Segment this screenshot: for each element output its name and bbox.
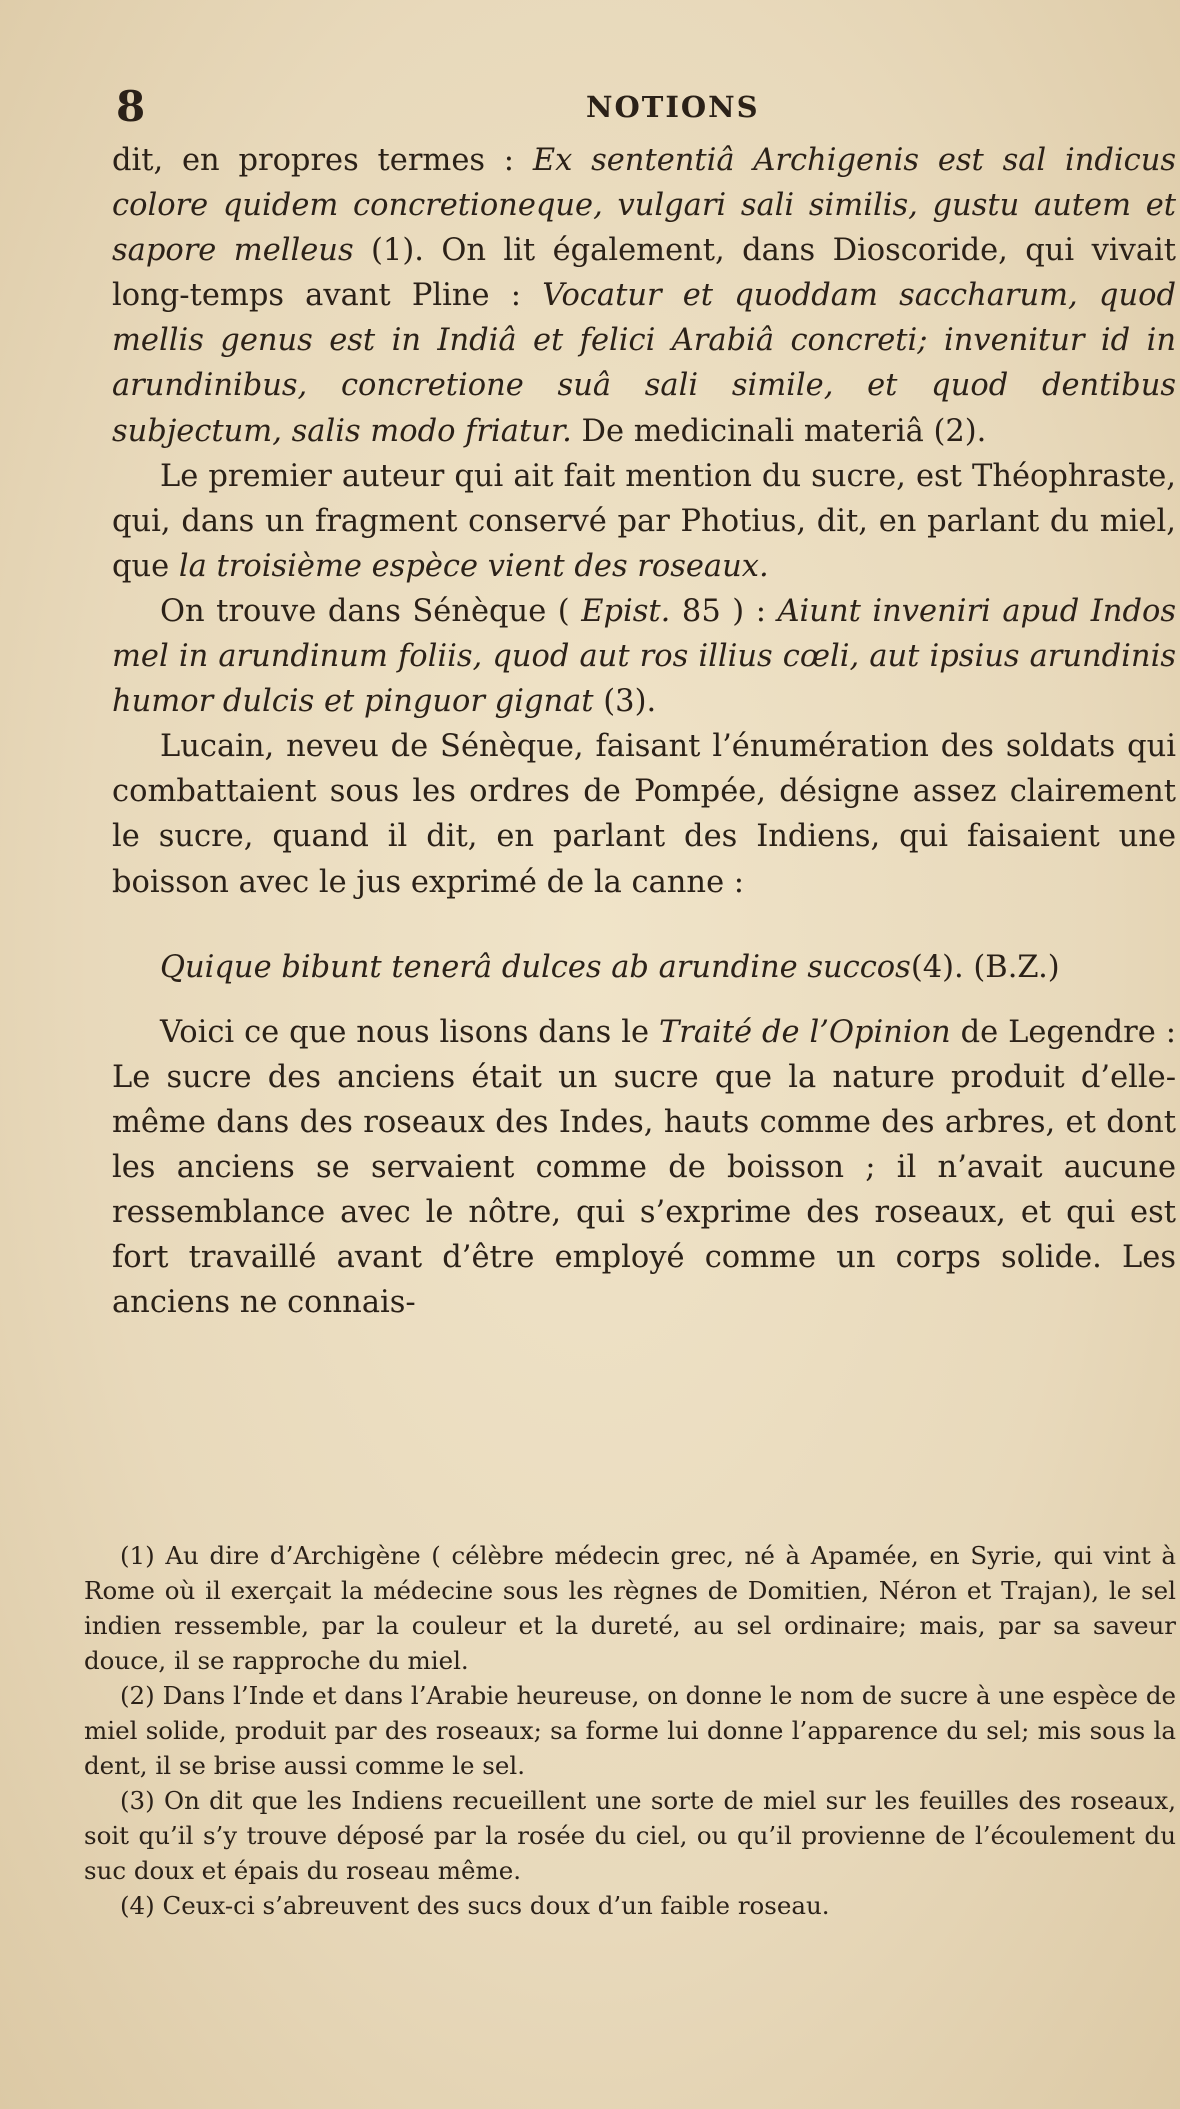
main-text	[112, 138, 1176, 1325]
latin-quote: Ex sententiâ Archigenis est sal indicus colore quidem concretioneque, vulgari sali similis, gustu autem et sapore melleus	[112, 143, 1176, 269]
text-run: On trouve dans Sénèque (	[160, 593, 582, 629]
latin-quote: Aiunt inveniri apud Indos mel in arundinum foliis, quod aut ros illius cœli, aut ipsius arundinis humor dulcis et pinguor gignat	[112, 593, 1176, 720]
text-run: Le premier auteur qui ait fait mention du sucre, est Théophraste, qui, dans un fragment conservé par Photius, dit, en parlant du miel, que	[112, 458, 1176, 584]
text-run: 85 ) :	[670, 593, 778, 629]
text-run: Voici ce que nous lisons dans le	[160, 1014, 659, 1050]
paragraph-4: Lucain, neveu de Sénèque, faisant l’énumération des soldats qui combattaient sous les ordres de Pompée, désigne assez clairement le sucre, quand il dit, en parlant des Indiens, qui faisaient une boisson avec le jus exprimé de la canne :	[112, 729, 1176, 900]
footnote-4: (4) Ceux-ci s’abreuvent des sucs doux d’un faible roseau.	[120, 1891, 830, 1920]
footnote-2: (2) Dans l’Inde et dans l’Arabie heureuse, on donne le nom de sucre à une espèce de miel solide, produit par des roseaux; sa forme lui donne l’apparence du sel; mis sous la dent, il se brise aussi comme le sel.	[84, 1681, 1176, 1780]
text-run: (1). On lit également, dans Dioscoride, qui vivait long-temps avant Pline :	[112, 233, 1177, 314]
verse-quote	[112, 945, 1176, 990]
book-title: Traité de l’Opinion	[658, 1014, 951, 1050]
text-run: (3).	[593, 684, 657, 720]
citation: Epist.	[581, 593, 671, 629]
page-number: 8	[116, 82, 146, 131]
footnotes	[84, 1538, 1176, 1923]
text-run: De medicinali materiâ (2).	[571, 413, 987, 449]
quote: la troisième espèce vient des roseaux.	[178, 548, 769, 584]
latin-quote: Vocatur et quoddam saccharum, quod mellis genus est in Indiâ et felici Arabiâ concreti; invenitur id in arundinibus, concretione suâ sali simile, et quod dentibus subjectum, salis modo friatur.	[112, 278, 1176, 449]
text-run: de Legendre : Le sucre des anciens était un sucre que la nature produit d’elle-même dans des roseaux des Indes, hauts comme des arbres, et dont les anciens se servaient comme de boisson ; il n’avait aucune ressemblance avec le nôtre, qui s’exprime des roseaux, et qui est fort travaillé avant d’être employé comme un corps solide. Les anciens ne connais-	[112, 1014, 1176, 1321]
paragraph-3	[112, 589, 1176, 724]
paragraph-5	[112, 1010, 1176, 1326]
text-run: dit, en propres termes :	[112, 143, 533, 178]
verse-text: Quique bibunt tenerâ dulces ab arundine succos	[160, 949, 911, 985]
paragraph-1	[112, 138, 1176, 454]
footnote-3: (3) On dit que les Indiens recueillent une sorte de miel sur les feuilles des roseaux, soit qu’il s’y trouve déposé par la rosée du ciel, ou qu’il provienne de l’écoulement du suc doux et épais du roseau même.	[84, 1786, 1176, 1885]
page-header	[116, 82, 1176, 132]
paragraph-2	[112, 454, 1176, 589]
verse-reference: (4). (B.Z.)	[910, 949, 1060, 985]
footnote-1: (1) Au dire d’Archigène ( célèbre médecin grec, né à Apamée, en Syrie, qui vint à Rome où il exerçait la médecine sous les règnes de Domitien, Néron et Trajan), le sel indien ressemble, par la couleur et la dureté, au sel ordinaire; mais, par sa saveur douce, il se rapproche du miel.	[84, 1541, 1176, 1675]
running-title: NOTIONS	[586, 90, 760, 124]
